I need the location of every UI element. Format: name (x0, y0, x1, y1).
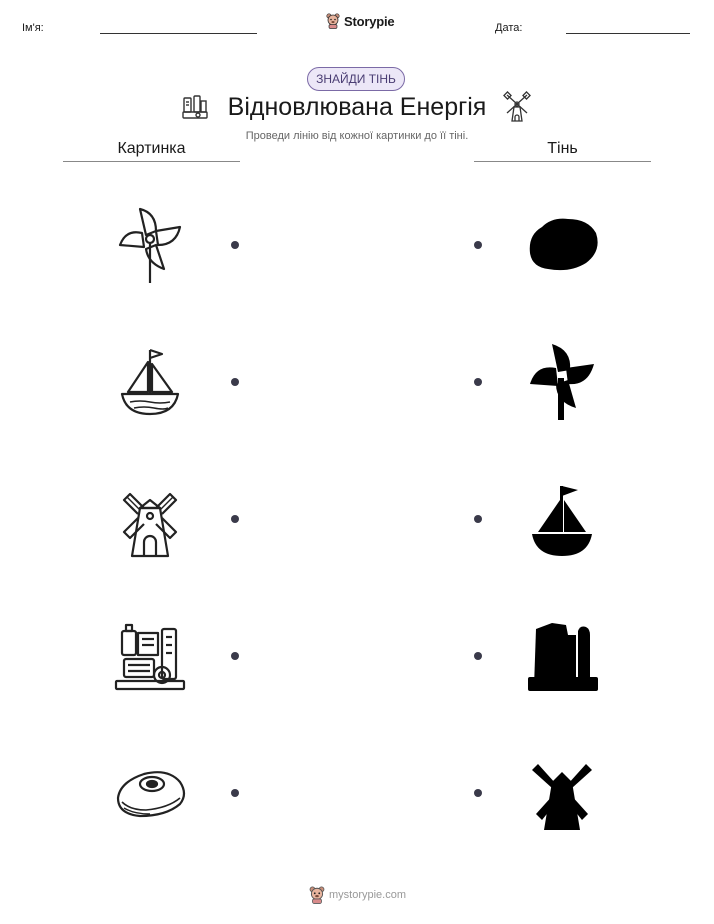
picture-pinwheel (110, 205, 190, 285)
match-dot-right-3[interactable] (474, 515, 482, 523)
picture-windmill (110, 480, 190, 560)
column-divider-right (474, 161, 651, 162)
power-plant-shadow-icon (522, 617, 602, 697)
brand-logo (326, 13, 394, 29)
stone-shadow-icon (522, 205, 602, 285)
footer-url[interactable]: mystorypie.com (329, 889, 407, 901)
picture-sailboat (110, 342, 190, 422)
instructions: Проведи лінію від кожної картинки до її тіні. (245, 130, 469, 142)
power-plant-icon (110, 617, 190, 697)
picture-power-plant (110, 617, 190, 697)
match-dot-left-3[interactable] (231, 515, 239, 523)
match-dot-right-1[interactable] (474, 241, 482, 249)
column-divider-left (63, 161, 240, 162)
bear-mascot-icon (326, 13, 340, 29)
footer (309, 886, 406, 904)
column-header-shadow: Тінь (547, 140, 578, 157)
match-dot-left-2[interactable] (231, 378, 239, 386)
match-dot-right-4[interactable] (474, 652, 482, 660)
shadow-windmill (522, 754, 602, 834)
solar-stone-icon (110, 754, 190, 834)
match-dot-right-5[interactable] (474, 789, 482, 797)
find-shadow-badge: ЗНАЙДИ ТІНЬ (307, 67, 405, 91)
sailboat-shadow-icon (522, 480, 602, 560)
date-input-line[interactable] (566, 33, 690, 34)
page-title: Відновлювана Енергія (227, 93, 487, 121)
name-input-line[interactable] (100, 33, 257, 34)
windmill-icon (110, 480, 190, 560)
shadow-stone (522, 205, 602, 285)
shadow-sailboat (522, 480, 602, 560)
date-label: Дата: (495, 22, 523, 34)
brand-name: Storypie (344, 13, 395, 29)
bear-mascot-icon (309, 886, 325, 904)
match-dot-right-2[interactable] (474, 378, 482, 386)
match-dot-left-4[interactable] (231, 652, 239, 660)
windmill-shadow-icon (522, 754, 602, 834)
name-label: Ім'я: (22, 22, 44, 34)
match-dot-left-1[interactable] (231, 241, 239, 249)
shadow-pinwheel (522, 342, 602, 422)
windmill-title-icon (503, 91, 531, 123)
pinwheel-shadow-icon (522, 342, 602, 422)
picture-solar-stone (110, 754, 190, 834)
match-dot-left-5[interactable] (231, 789, 239, 797)
sailboat-icon (110, 342, 190, 422)
pinwheel-icon (110, 205, 190, 285)
shadow-power-plant (522, 617, 602, 697)
column-header-picture: Картинка (117, 140, 186, 157)
